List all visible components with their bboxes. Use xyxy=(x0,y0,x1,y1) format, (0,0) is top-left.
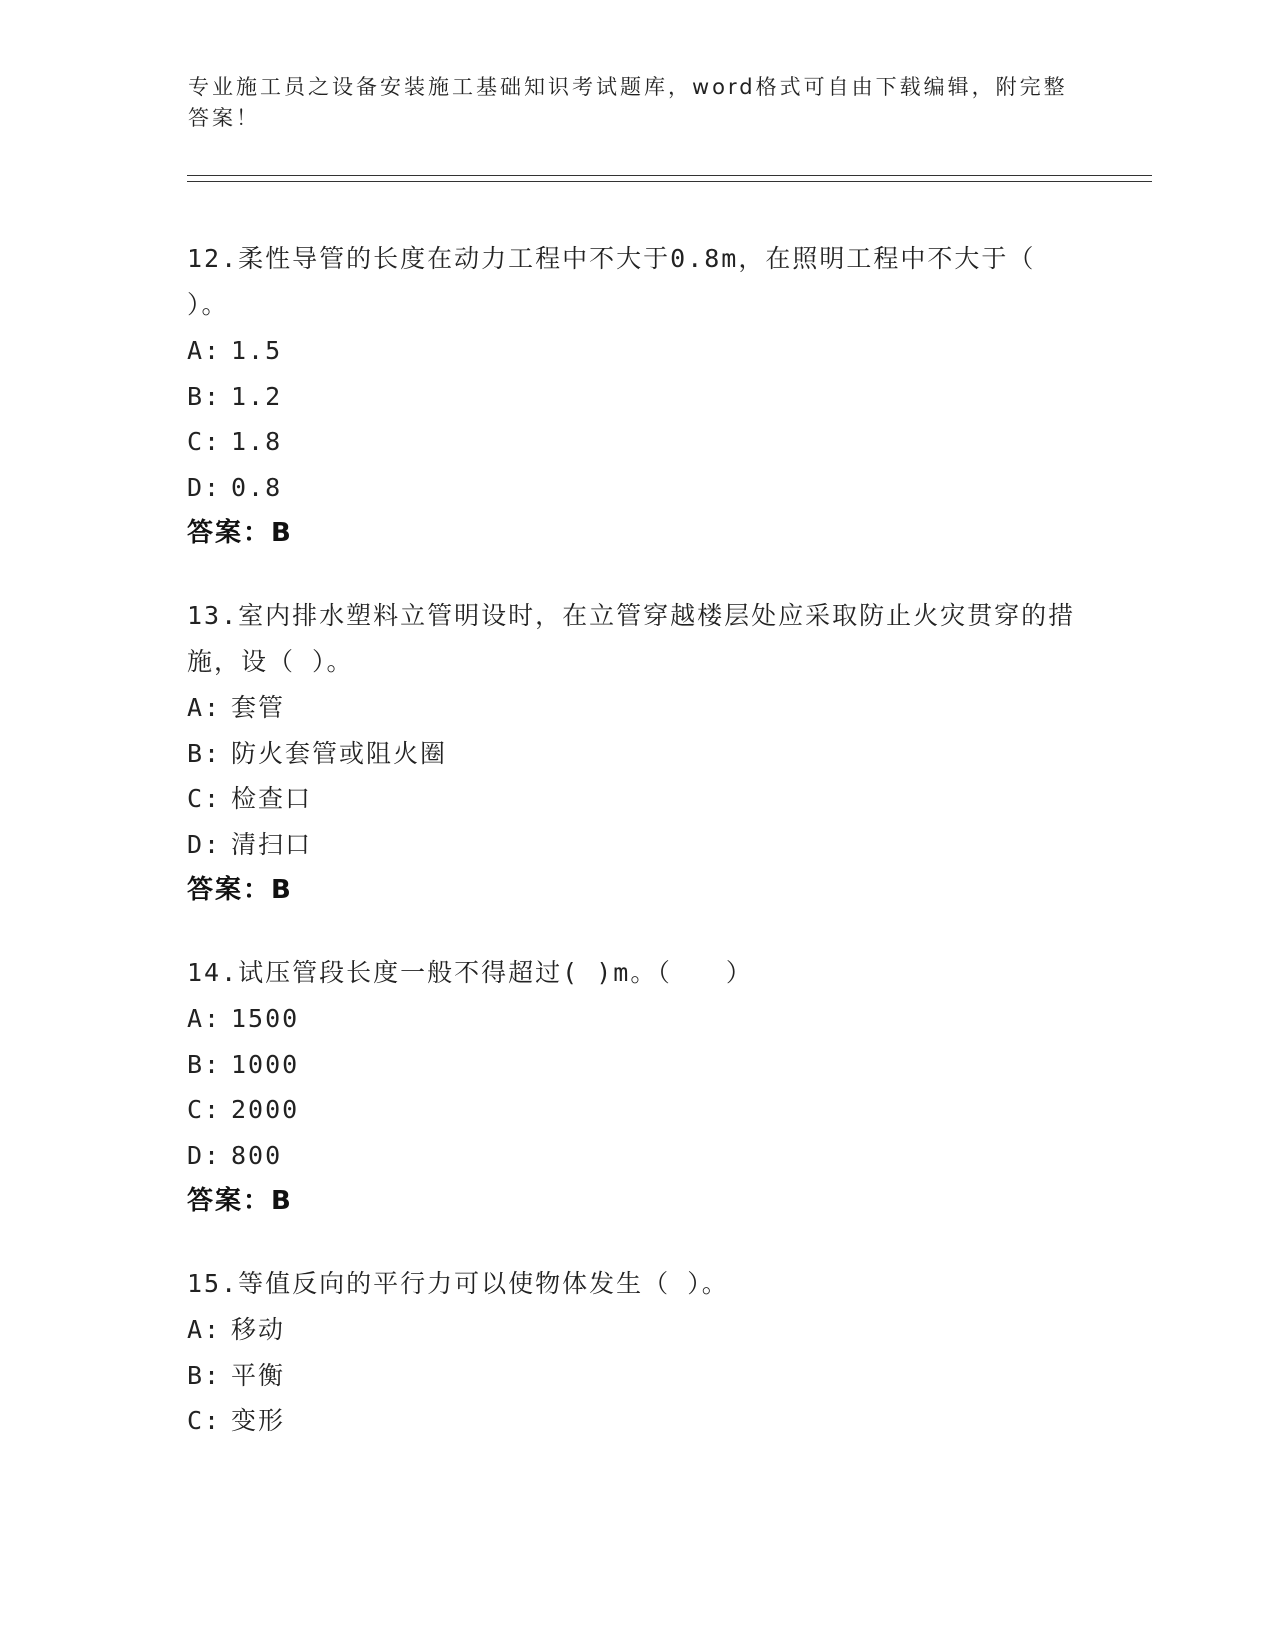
option-d xyxy=(187,465,1087,511)
option-letter: B: xyxy=(187,381,222,411)
option-b xyxy=(187,731,1087,777)
option-a xyxy=(187,1307,1087,1353)
header-divider-top xyxy=(187,175,1152,176)
document-header: 专业施工员之设备安装施工基础知识考试题库，word格式可自由下载编辑，附完整答案！ xyxy=(188,75,1068,130)
question-15 xyxy=(187,1261,1087,1444)
question-13 xyxy=(187,593,1087,913)
option-d xyxy=(187,822,1087,868)
option-b xyxy=(187,1353,1087,1399)
option-value: 1000 xyxy=(231,1049,300,1079)
option-value: 1.8 xyxy=(231,427,283,456)
option-letter: B: xyxy=(187,1049,222,1079)
question-12 xyxy=(187,236,1087,556)
option-letter: A: xyxy=(187,693,222,722)
question-text: 15.等值反向的平行力可以使物体发生（ ）。 xyxy=(187,1269,729,1298)
option-b xyxy=(187,1042,1087,1088)
option-c xyxy=(187,776,1087,822)
option-value: 移动 xyxy=(231,1315,286,1344)
option-letter: A: xyxy=(187,1004,222,1033)
option-letter: C: xyxy=(187,427,222,456)
option-a xyxy=(187,685,1087,731)
option-value: 防火套管或阻火圈 xyxy=(231,738,448,768)
question-list xyxy=(187,236,1087,1481)
option-letter: D: xyxy=(187,472,222,502)
option-a xyxy=(187,996,1087,1042)
option-a xyxy=(187,328,1087,374)
header-divider-bottom xyxy=(187,181,1152,182)
option-value: 2000 xyxy=(231,1095,300,1124)
option-value: 1500 xyxy=(231,1004,300,1033)
option-value: 平衡 xyxy=(231,1360,286,1390)
option-value: 变形 xyxy=(231,1406,286,1435)
option-value: 检查口 xyxy=(231,784,313,813)
option-letter: C: xyxy=(187,1406,222,1435)
question-14 xyxy=(187,950,1087,1224)
answer-text: 答案：B xyxy=(187,518,293,548)
option-letter: C: xyxy=(187,784,222,813)
option-value: 套管 xyxy=(231,693,286,722)
option-value: 清扫口 xyxy=(231,829,313,859)
question-text: 13.室内排水塑料立管明设时，在立管穿越楼层处应采取防止火灾贯穿的措施，设（ ）。 xyxy=(187,601,1076,676)
option-letter: D: xyxy=(187,1140,222,1170)
option-letter: B: xyxy=(187,738,222,768)
option-letter: C: xyxy=(187,1095,222,1124)
option-c xyxy=(187,1398,1087,1444)
question-text: 12.柔性导管的长度在动力工程中不大于0.8m，在照明工程中不大于（ ）。 xyxy=(187,244,1036,319)
option-value: 0.8 xyxy=(231,472,283,502)
option-letter: A: xyxy=(187,336,222,365)
option-d xyxy=(187,1133,1087,1179)
answer-text: 答案：B xyxy=(187,1186,293,1216)
option-letter: D: xyxy=(187,829,222,859)
option-letter: A: xyxy=(187,1315,222,1344)
option-letter: B: xyxy=(187,1360,222,1390)
option-value: 1.2 xyxy=(231,381,283,411)
option-value: 1.5 xyxy=(231,336,283,365)
option-b xyxy=(187,374,1087,420)
option-c xyxy=(187,419,1087,465)
answer-text: 答案：B xyxy=(187,875,293,905)
option-c xyxy=(187,1087,1087,1133)
option-value: 800 xyxy=(231,1140,283,1170)
question-text: 14.试压管段长度一般不得超过( )m。（ ） xyxy=(187,958,753,987)
